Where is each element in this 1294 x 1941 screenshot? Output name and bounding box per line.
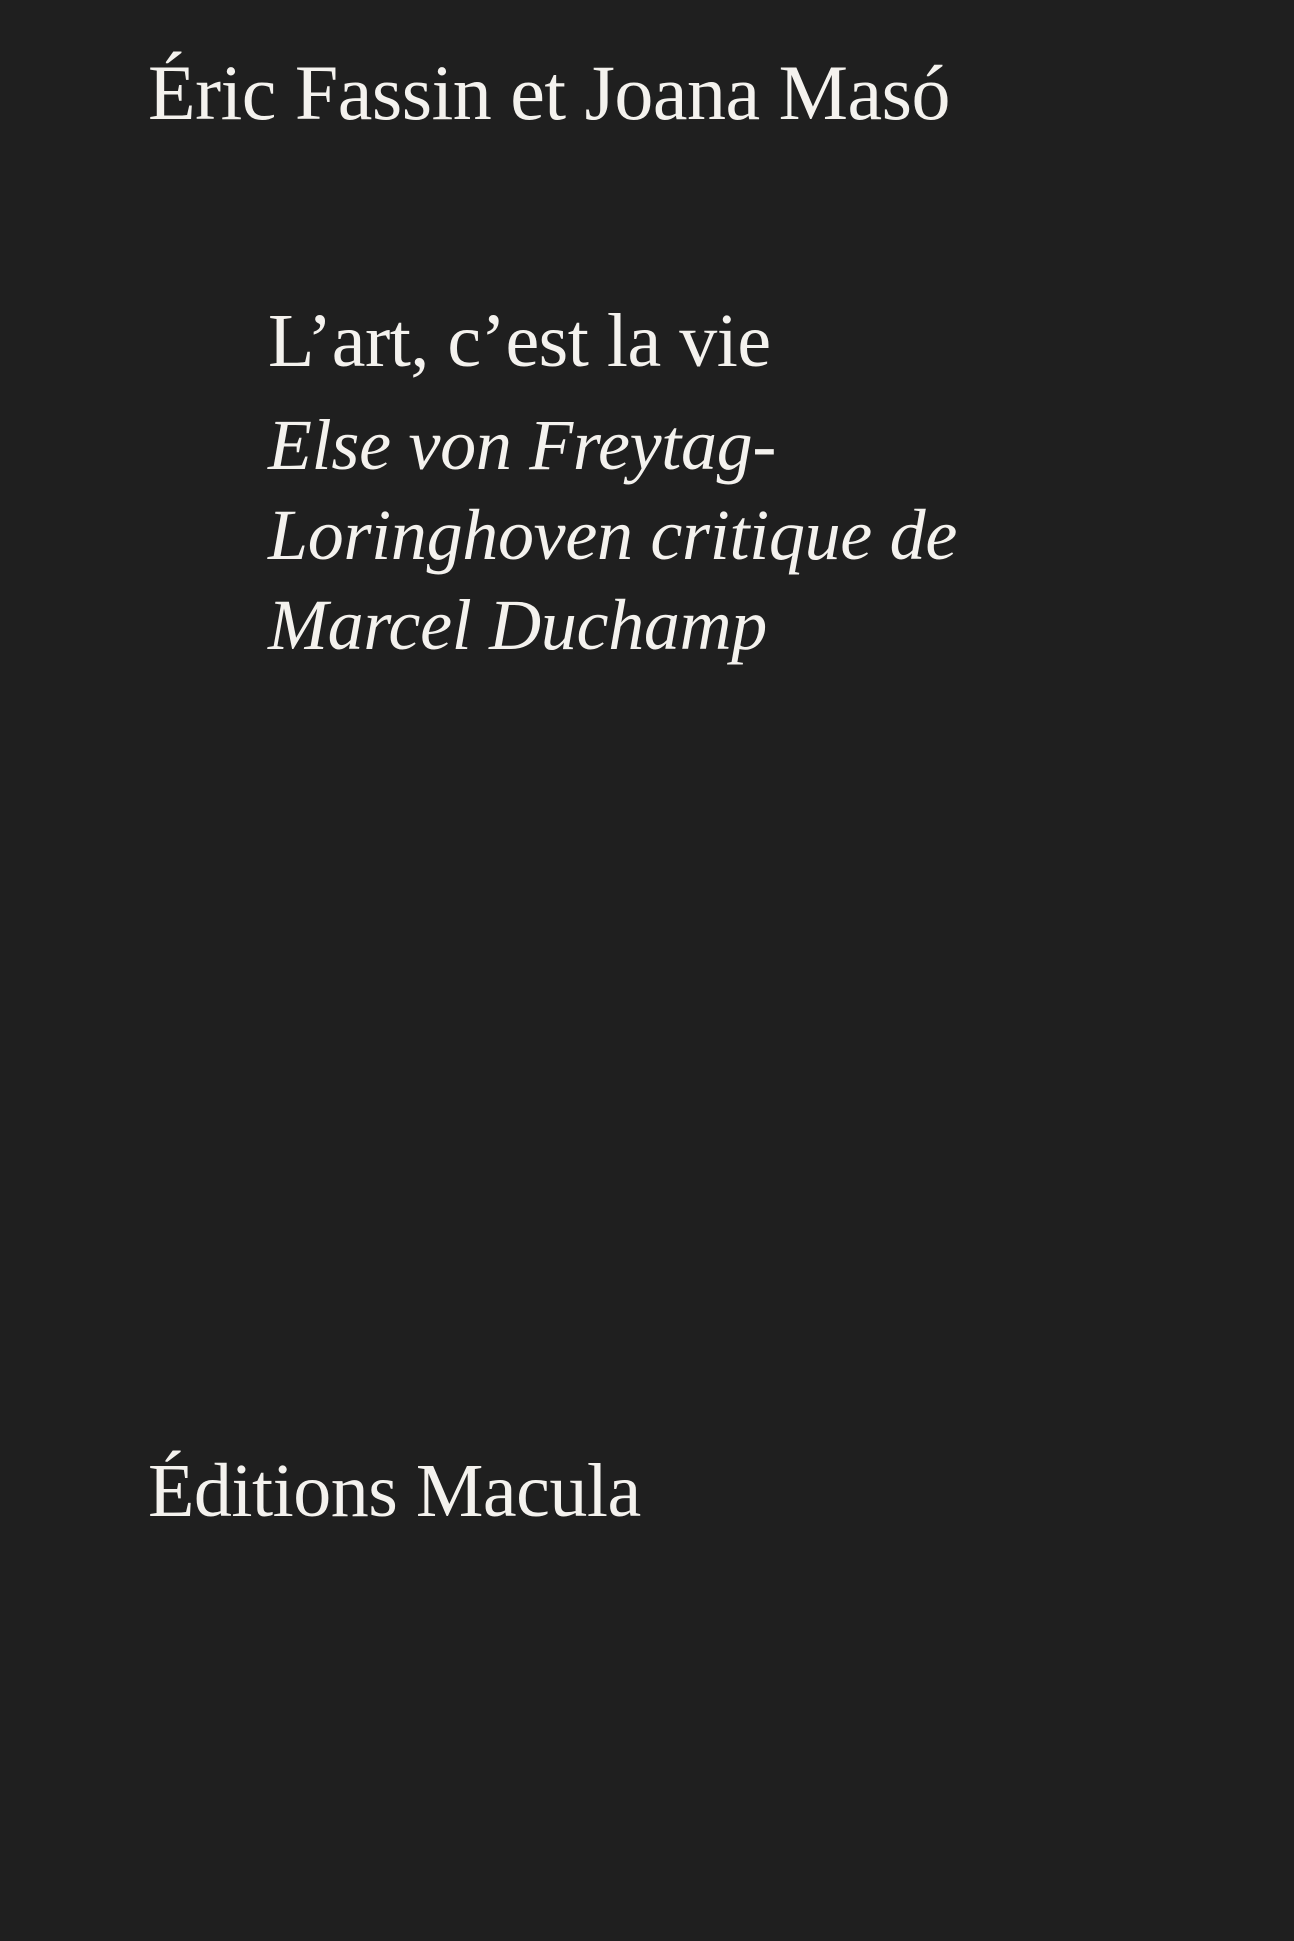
authors-line: Éric Fassin et Joana Masó [148, 49, 951, 136]
book-subtitle: Else von Freytag-Loringhoven critique de Marcel Duchamp [268, 404, 957, 665]
publisher-name: Éditions Macula [148, 1449, 641, 1533]
title-block [268, 300, 1128, 670]
book-title: L’art, c’est la vie [268, 299, 771, 383]
